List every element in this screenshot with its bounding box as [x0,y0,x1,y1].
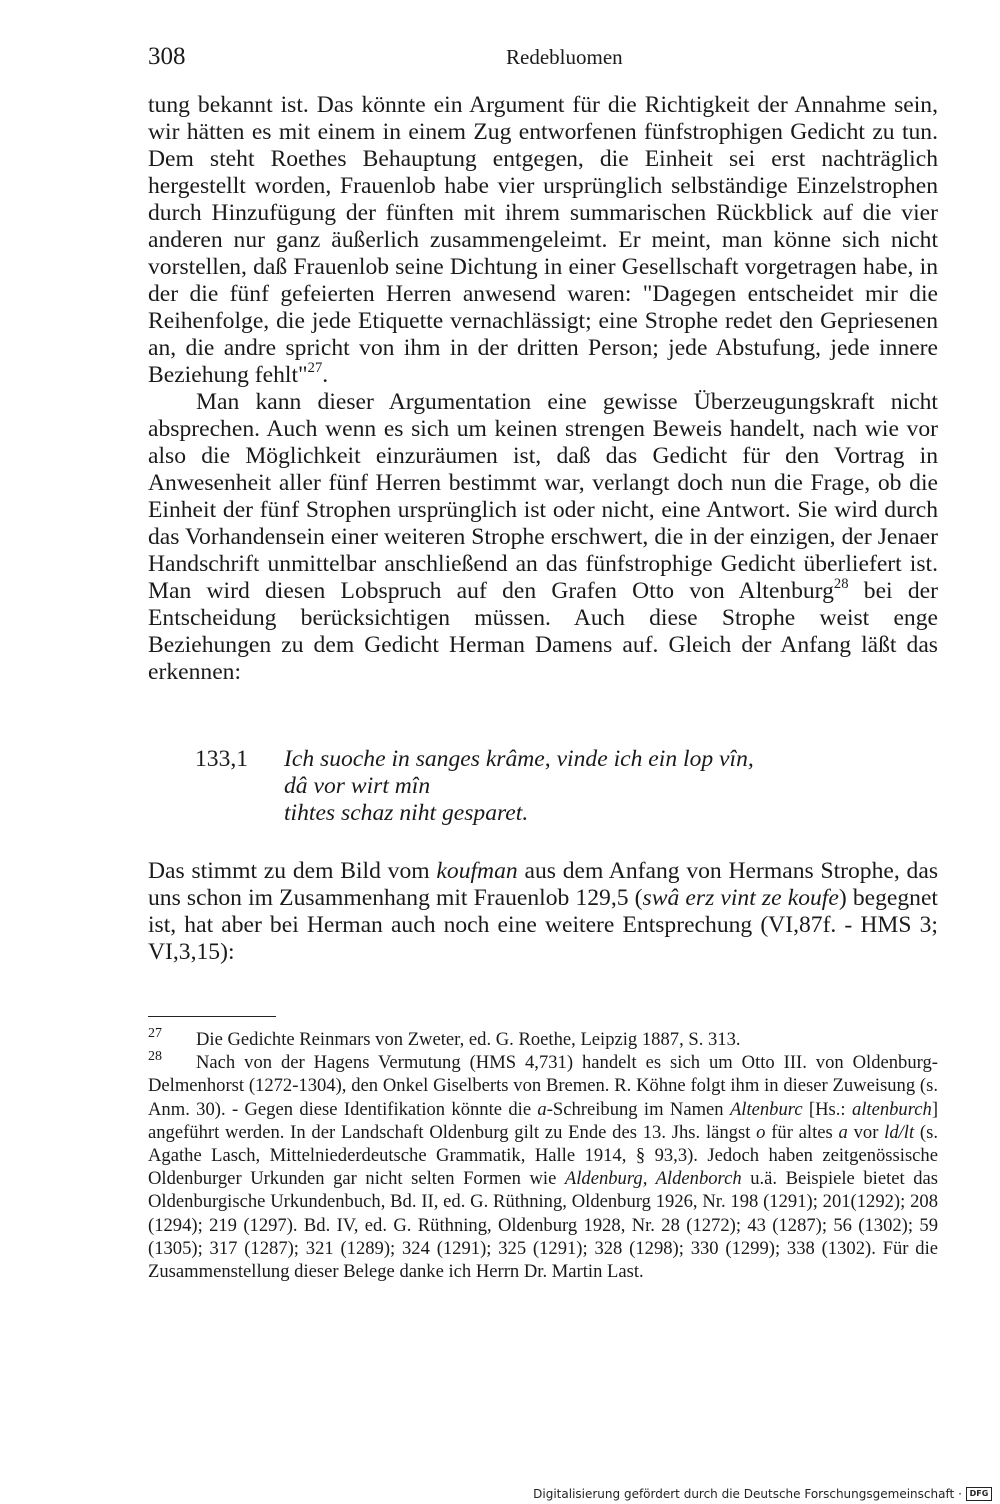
paragraph-2: Man kann dieser Argumentation eine gewisse Überzeugungskraft nicht absprechen. Auch wenn es sich um keinen strengen Beweis handelt, nach wie vor also die Möglichkeit einzuräumen ist, daß das Gedicht für den Vortrag in Anwesenheit aller fünf Herren bestimmt war, verlangt doch nun die Frage, ob die Einheit der fünf Strophen ursprünglich ist oder nicht, eine Antwort. Sie wird durch das Vorhandensein einer weiteren Strophe erschwert, die in der einzigen, der Jenaer Handschrift unmittelbar anschließend an das fünfstrophige Gedicht überliefert ist. Man wird diesen Lobspruch auf den Grafen Otto von Altenburg$^{28}$ bei der Entscheidung berücksichtigen müssen. Auch diese Strophe weist enge Beziehungen zu dem Gedicht Herman Damens auf. Gleich der Anfang läßt das erkennen: [148,389,938,685]
footnote-27: 27 Die Gedichte Reinmars von Zweter, ed. G. Roethe, Leipzig 1887, S. 313. [148,1028,938,1051]
footnote-ref-27[interactable]: 27 [307,359,323,376]
digitization-credit: Digitalisierung gefördert durch die Deutsche Forschungsgemeinschaft · DFG [533,1487,992,1501]
verse-line: tihtes schaz niht gesparet. [284,800,529,826]
footnote-number: 28 [148,1049,162,1065]
verse-lines [284,746,754,827]
paragraph-1: tung bekannt ist. Das könnte ein Argument für die Richtigkeit der Annahme sein, wir hätten es mit einem in einem Zug entworfenen fünfstrophigen Gedicht zu tun. Dem steht Roethes Behauptung entgegen, die Einheit sei erst nachträglich hergestellt worden, Frauenlob habe vier ursprünglich selbständige Einzelstrophen durch Hinzufügung der fünften mit ihrem summarischen Rückblick auf die vier anderen nur ganz äußerlich zusammengeleimt. Er meint, man könne sich nicht vorstellen, daß Frauenlob seine Dichtung in einer Gesellschaft vorgetragen habe, in der die fünf gefeierten Herren anwesend waren: "Dagegen entscheidet mir die Reihenfolge, die jede Etiquette vernachlässigt; eine Strophe redet den Gepriesenen an, die andre spricht von ihm in der dritten Person; jede Abstufung, jede innere Beziehung fehlt"$^{27}$. [148,92,938,388]
verse-line: dâ vor wirt mîn [284,773,431,799]
footnote-ref-28[interactable]: 28 [833,575,849,592]
main-text [148,92,938,686]
verse-line: Ich suoche in sanges krâme, vinde ich ein lop vîn, [284,746,754,772]
verse-number: 133,1 [195,746,249,772]
footnotes [148,1028,938,1283]
footnote-28: 28 Nach von der Hagens Vermutung (HMS 4,731) handelt es sich um Otto III. von Oldenburg-Delmenhorst (1272-1304), den Onkel Giselberts von Bremen. R. Köhne folgt ihm in dieser Zuweisung (s. Anm. 30). - Gegen diese Identifikation könnte die a-Schreibung im Namen Altenburc [Hs.: altenburch] angeführt werden. In der Landschaft Oldenburg gilt zu Ende des 13. Jhs. längst o für altes a vor ld/lt (s. Agathe Lasch, Mittelniederdeutsche Grammatik, Halle 1914, § 93,3). Jedoch haben zeitgenössische Oldenburger Urkunden gar nicht selten Formen wie Aldenburg, Aldenborch u.ä. Beispiele bietet das Oldenburgische Urkundenbuch, Bd. II, ed. G. Rüthning, Oldenburg 1926, Nr. 198 (1291); 201(1292); 208 (1294); 219 (1297). Bd. IV, ed. G. Rüthning, Oldenburg 1928, Nr. 28 (1272); 43 (1287); 56 (1302); 59 (1305); 317 (1287); 321 (1289); 324 (1291); 325 (1291); 328 (1298); 330 (1299); 338 (1302). Für die Zusammenstellung dieser Belege danke ich Herrn Dr. Martin Last. [148,1051,938,1283]
page-number: 308 [148,43,186,70]
digitization-text: Digitalisierung gefördert durch die Deutsche Forschungsgemeinschaft [533,1487,955,1501]
dfg-logo-icon: DFG [966,1487,992,1501]
footnote-number: 27 [148,1026,162,1041]
running-head: Redebluomen [506,45,623,69]
paragraph-3: Das stimmt zu dem Bild vom koufman aus dem Anfang von Hermans Strophe, das uns schon im Zusammenhang mit Frauenlob 129,5 (swâ erz vint ze koufe) begegnet ist, hat aber bei Herman auch noch eine weitere Entsprechung (VI,87f. - HMS 3; VI,3,15): [148,858,938,965]
footnote-divider [148,1016,276,1017]
